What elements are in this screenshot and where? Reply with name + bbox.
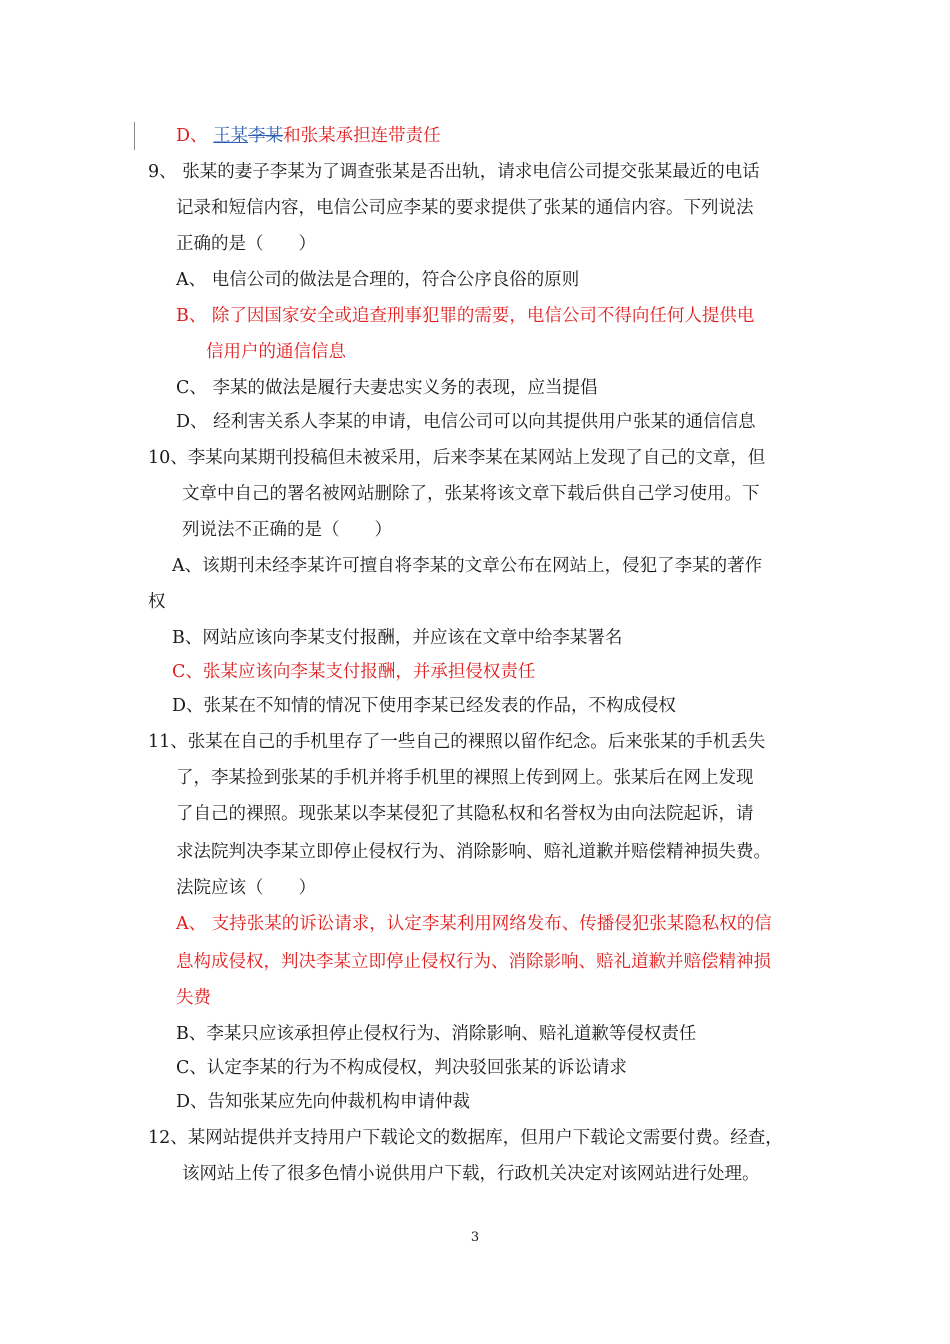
text-line [176,124,441,148]
text-run: D、 [176,126,214,146]
text-line: 了，李某捡到张某的手机并将手机里的裸照上传到网上。张某后在网上发现 [176,768,754,788]
text-line: B、李某只应该承担停止侵权行为、消除影响、赔礼道歉等侵权责任 [176,1024,697,1044]
text-line: 10、李某向某期刊投稿但未被采用，后来李某在某网站上发现了自己的文章，但 [148,448,766,468]
text-line: 了自己的裸照。现张某以李某侵犯了其隐私权和名誉权为由向法院起诉，请 [176,804,754,824]
text-line: 文章中自己的署名被网站删除了，张某将该文章下载后供自己学习使用。下 [182,484,760,504]
deleted-text: 李某 [248,126,284,146]
text-line: 9、 张某的妻子李某为了调查张某是否出轨，请求电信公司提交张某最近的电话 [148,162,760,182]
text-line: 记录和短信内容，电信公司应李某的要求提供了张某的通信内容。下列说法 [176,198,754,218]
text-line: D、告知张某应先向仲裁机构申请仲裁 [176,1092,471,1112]
text-line: B、网站应该向李某支付报酬，并应该在文章中给李某署名 [172,628,623,648]
text-line: 权 [148,592,166,612]
text-line: C、认定李某的行为不构成侵权，判决驳回张某的诉讼请求 [176,1058,627,1078]
text-run: 和张某承担连带责任 [283,126,441,146]
text-line: D、 经利害关系人李某的申请，电信公司可以向其提供用户张某的通信信息 [176,412,756,432]
text-line: 息构成侵权，判决李某立即停止侵权行为、消除影响、赔礼道歉并赔偿精神损 [176,952,771,972]
text-line: B、 除了因国家安全或追查刑事犯罪的需要，电信公司不得向任何人提供电 [176,306,755,326]
text-line: 失费 [176,988,211,1008]
text-line: 求法院判决李某立即停止侵权行为、消除影响、赔礼道歉并赔偿精神损失费。 [176,842,771,862]
text-line: 正确的是（ ） [176,234,316,254]
text-line: 12、某网站提供并支持用户下载论文的数据库，但用户下载论文需要付费。经查， [148,1128,783,1148]
text-line: D、张某在不知情的情况下使用李某已经发表的作品，不构成侵权 [172,696,677,716]
text-line: 该网站上传了很多色情小说供用户下载，行政机关决定对该网站进行处理。 [182,1164,760,1184]
text-line: 11、张某在自己的手机里存了一些自己的裸照以留作纪念。后来张某的手机丢失 [148,732,766,752]
text-line: 列说法不正确的是（ ） [182,520,392,540]
text-line: A、该期刊未经李某许可擅自将李某的文章公布在网站上，侵犯了李某的著作 [172,556,763,576]
text-line: A、 支持张某的诉讼请求，认定李某利用网络发布、传播侵犯张某隐私权的信 [176,914,772,934]
revision-change-bar [134,122,135,150]
text-line: C、张某应该向李某支付报酬，并承担侵权责任 [172,662,536,682]
text-line: 法院应该（ ） [176,878,316,898]
text-line: A、 电信公司的做法是合理的，符合公序良俗的原则 [176,270,580,290]
text-line: 信用户的通信信息 [206,342,346,362]
page-number: 3 [470,1230,480,1245]
inserted-text: 王某 [213,126,249,146]
text-line: C、 李某的做法是履行夫妻忠实义务的表现，应当提倡 [176,378,598,398]
